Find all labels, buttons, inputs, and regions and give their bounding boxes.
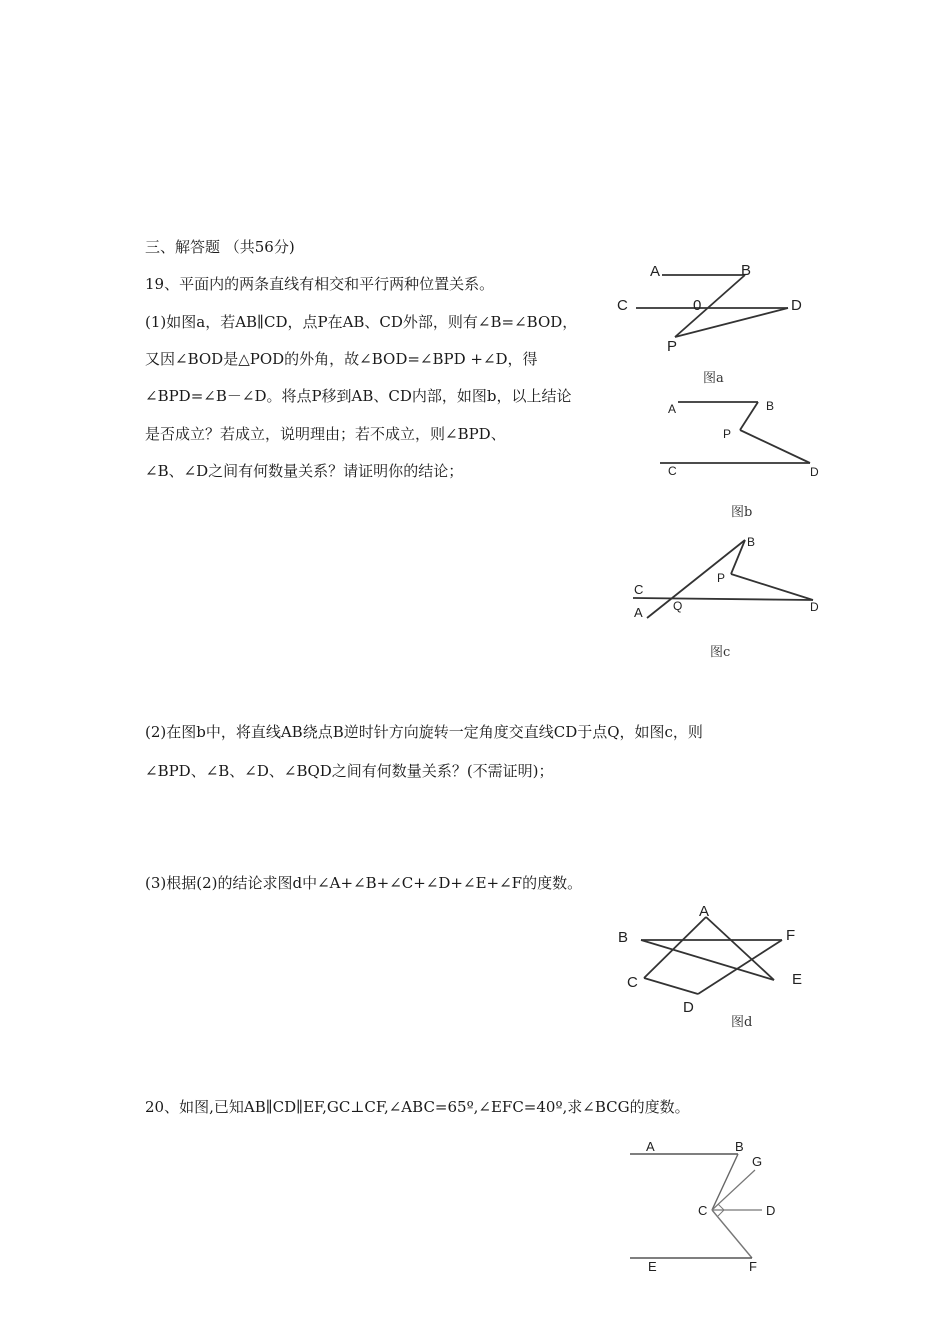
- fig-a-caption: 图a: [703, 371, 724, 386]
- q19-part1-line: ∠BPD=∠B－∠D。将点P移到AB、CD内部，如图b，以上结论: [145, 387, 572, 405]
- fig-d-label: E: [792, 971, 803, 988]
- fig-c-label: P: [717, 571, 726, 585]
- figure-d: [610, 900, 830, 1020]
- fig-q20-label: B: [735, 1139, 744, 1154]
- fig-q20-label: G: [752, 1154, 763, 1169]
- section-heading: 三、解答题 （共56分): [145, 238, 295, 256]
- fig-q20-label: A: [646, 1139, 655, 1154]
- fig-c-label: A: [634, 605, 643, 620]
- fig-d-caption: 图d: [731, 1015, 753, 1030]
- fig-a-label: 0: [693, 297, 702, 314]
- fig-b-label: D: [810, 465, 819, 479]
- fig-b-caption: 图b: [731, 505, 753, 520]
- fig-d-label: F: [786, 927, 796, 944]
- fig-b-label: A: [668, 402, 677, 416]
- figure-a: [610, 258, 840, 358]
- q20-text: 20、如图,已知AB∥CD∥EF,GC⊥CF,∠ABC=65º,∠EFC=40º,求∠BCG的度数。: [145, 1098, 690, 1116]
- fig-a-label: A: [650, 263, 661, 280]
- q19-part3: (3)根据(2)的结论求图d中∠A+∠B+∠C+∠D+∠E+∠F的度数。: [145, 874, 583, 892]
- fig-d-label: C: [627, 974, 638, 991]
- fig-a-label: C: [617, 297, 628, 314]
- fig-a-label: B: [741, 262, 752, 279]
- q19-intro: 19、平面内的两条直线有相交和平行两种位置关系。: [145, 275, 495, 293]
- fig-b-label: P: [723, 427, 732, 441]
- fig-d-label: A: [699, 903, 710, 920]
- figure-c: [625, 532, 865, 632]
- fig-q20-label: C: [698, 1203, 708, 1218]
- q19-part2-line: (2)在图b中，将直线AB绕点B逆时针方向旋转一定角度交直线CD于点Q，如图c，则: [145, 723, 703, 741]
- fig-b-label: B: [766, 399, 775, 413]
- fig-b-label: C: [668, 464, 677, 478]
- fig-c-caption: 图c: [710, 645, 731, 660]
- figure-q20: [620, 1130, 850, 1280]
- q19-part1-line: 是否成立？若成立，说明理由；若不成立，则∠BPD、: [145, 425, 506, 443]
- fig-q20-label: E: [648, 1259, 657, 1274]
- fig-q20-label: F: [749, 1259, 757, 1274]
- q19-part1-line: 又因∠BOD是△POD的外角，故∠BOD=∠BPD +∠D，得: [145, 350, 538, 368]
- figure-b: [650, 395, 880, 485]
- q19-part1-line: ∠B、∠D之间有何数量关系？请证明你的结论；: [145, 462, 464, 480]
- fig-d-label: D: [683, 999, 694, 1016]
- fig-c-label: D: [810, 600, 819, 614]
- fig-q20-label: D: [766, 1203, 776, 1218]
- fig-a-label: P: [667, 338, 678, 355]
- q19-part2-line: ∠BPD、∠B、∠D、∠BQD之间有何数量关系？(不需证明)；: [145, 762, 554, 780]
- fig-d-label: B: [618, 929, 629, 946]
- fig-c-label: C: [634, 582, 644, 597]
- fig-a-label: D: [791, 297, 802, 314]
- fig-c-label: Q: [673, 599, 683, 613]
- q19-part1-line: (1)如图a，若AB∥CD，点P在AB、CD外部，则有∠B=∠BOD，: [145, 313, 578, 331]
- fig-c-label: B: [747, 535, 756, 549]
